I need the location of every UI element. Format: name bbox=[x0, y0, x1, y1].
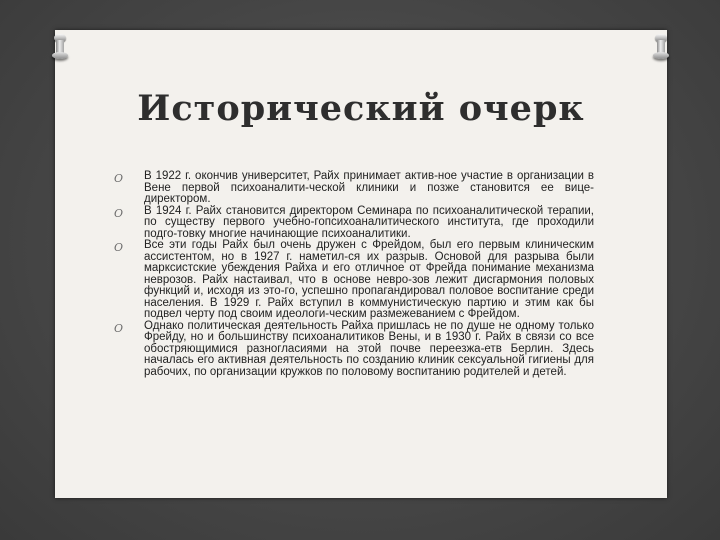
list-item bbox=[112, 171, 594, 206]
bullet-icon: O bbox=[114, 321, 124, 335]
list-item bbox=[112, 321, 594, 379]
list-item bbox=[112, 240, 594, 321]
list-item bbox=[112, 206, 594, 241]
slide-title: Исторический очерк bbox=[137, 88, 585, 129]
list-item-text: В 1924 г. Райх становится директором Семинара по психоаналитической терапии, по существу первого учебно-гопсихоаналитического института, где проходили подго-товку многие начинающие психоаналитики. bbox=[144, 204, 594, 240]
list-item-text: Однако политическая деятельность Райха пришлась не по душе не одному только Фрейду, но и большинству психоаналитиков Вены, и в 1930 г. Райх в связи со все обостряющимися разногласиями на этой почве переезжа-етв Берлин. Здесь началась его активная деятельность по созданию клиник сексуальной гигиены для рабочих, по организации кружков по половому воспитанию родителей и детей. bbox=[144, 319, 594, 378]
bullet-icon: O bbox=[114, 206, 124, 220]
bullet-icon: O bbox=[114, 172, 124, 185]
list-item-text: Все эти годы Райх был очень дружен с Фрейдом, был его первым клиническим ассистентом, но в 1927 г. наметил-ся их разрыв. Основой для разрыва были марксистские убеждения Райха и его отличное от Фрейда понимание механизма неврозов. Райх настаивал, что в основе невро-зов лежит дисгармония половых функций и, исходя из это-го, успешно пропагандировал половое воспитание среди населения. В 1929 г. Райх вступил в коммунистическую партию и этим как бы подвел черту под своим идеологи-ческим размежеванием с Фрейдом. bbox=[144, 239, 594, 320]
bullet-list bbox=[112, 171, 594, 378]
list-item-text: В 1922 г. окончив университет, Райх принимает актив-ное участие в организации в Вене первой психоаналити-ческой клиники и позже становится ее вице-директором. bbox=[144, 170, 594, 205]
bullet-icon: O bbox=[114, 241, 124, 254]
pushpin-icon-right bbox=[653, 34, 669, 62]
pushpin-icon-left bbox=[52, 34, 68, 62]
